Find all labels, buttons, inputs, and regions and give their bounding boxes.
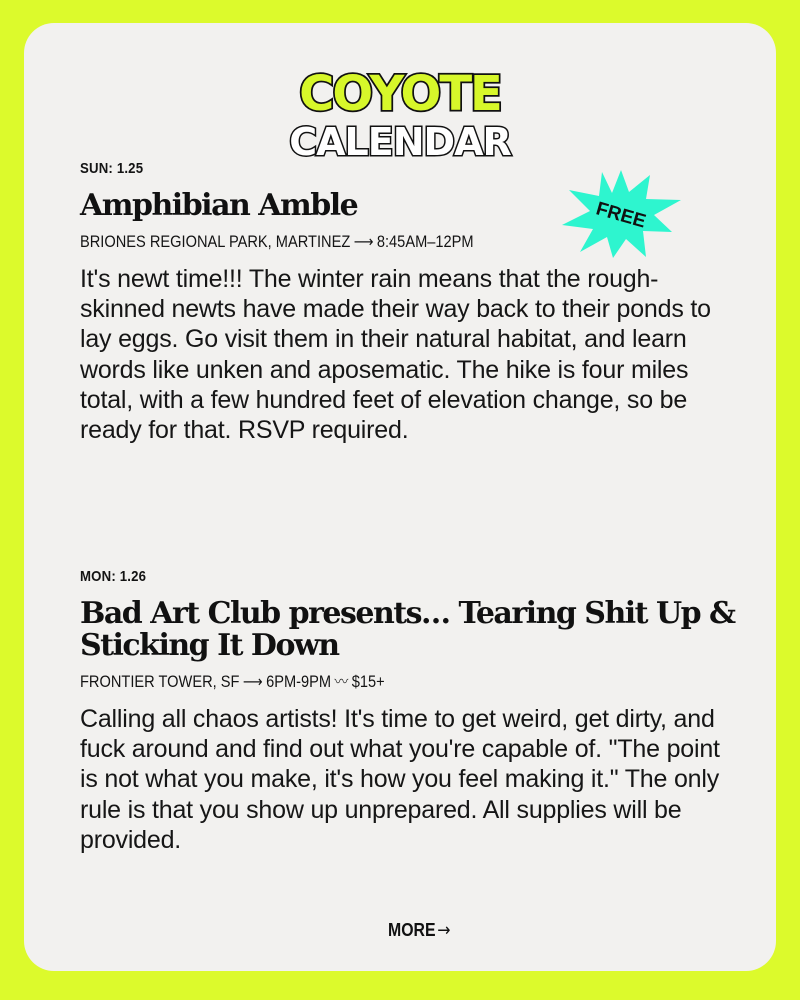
- free-badge: [560, 169, 682, 259]
- logo-wordmark: [264, 55, 536, 165]
- event-location: BRIONES REGIONAL PARK, MARTINEZ: [80, 232, 351, 251]
- badge-label: FREE: [593, 198, 649, 233]
- event-bad-art-club: [80, 568, 740, 855]
- event-date: MON: 1.26: [80, 568, 147, 585]
- event-title[interactable]: Bad Art Club presents… Tearing Shit Up & Sticking It Down: [80, 596, 735, 663]
- right-arrow-icon: →: [437, 920, 451, 941]
- logo-line-calendar: CALENDAR: [289, 120, 511, 164]
- event-time: 8:45AM–12PM: [376, 232, 474, 251]
- event-price: $15+: [351, 672, 385, 691]
- event-time: 6PM-9PM: [266, 672, 332, 691]
- right-arrow-icon: ⟶: [242, 672, 263, 691]
- more-label: MORE: [388, 920, 436, 940]
- more-link[interactable]: [388, 920, 451, 941]
- coyote-calendar-logo: [24, 55, 776, 165]
- event-date: SUN: 1.25: [80, 160, 144, 177]
- squiggle-icon: 〰: [334, 672, 349, 691]
- event-title[interactable]: Amphibian Amble: [80, 188, 358, 223]
- logo-line-coyote: COYOTE: [299, 66, 501, 122]
- right-arrow-icon: ⟶: [353, 232, 374, 251]
- event-meta: [80, 670, 648, 694]
- calendar-card: [24, 23, 776, 971]
- event-description: Calling all chaos artists! It's time to get weird, get dirty, and fuck around and find out what you're capable of. "The point is not what you make, it's how you feel making it." The only rule is that you show up unprepared. All supplies will be provided.: [80, 705, 720, 854]
- event-description: It's newt time!!! The winter rain means that the rough-skinned newts have made their way back to their ponds to lay eggs. Go visit them in their natural habitat, and learn words like unken and aposematic. The hike is four miles total, with a few hundred feet of elevation change, so be ready for that. RSVP required.: [80, 265, 711, 445]
- event-location: FRONTIER TOWER, SF: [80, 672, 240, 691]
